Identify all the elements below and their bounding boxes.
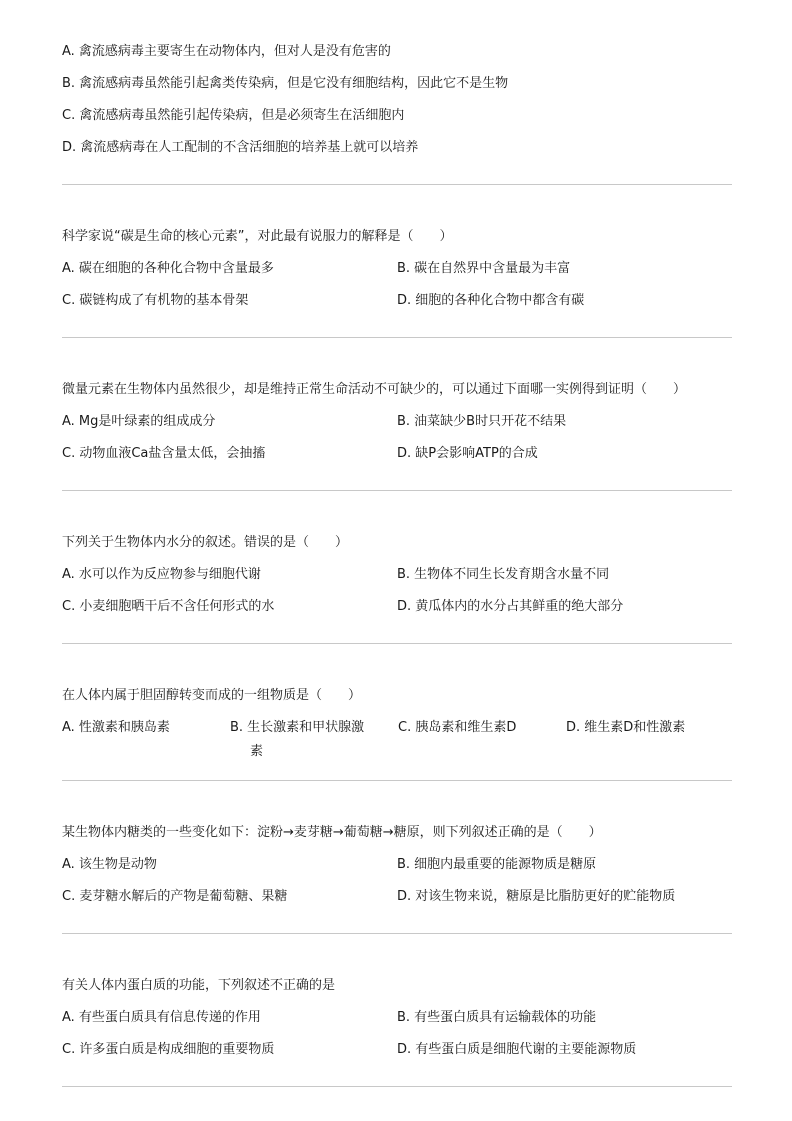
question-7: [62, 974, 732, 1070]
q3-stem: 微量元素在生物体内虽然很少，却是维持正常生命活动不可缺少的，可以通过下面哪一实例得到证明（ ）: [62, 382, 687, 397]
q7-stem: 有关人体内蛋白质的功能，下列叙述不正确的是: [62, 978, 336, 993]
q1-option-c: C. 禽流感病毒虽然能引起传染病，但是必须寄生在活细胞内: [62, 108, 405, 123]
question-6: [62, 821, 732, 917]
q3-option-a: A. Mg是叶绿素的组成成分: [62, 414, 216, 429]
question-4: [62, 531, 732, 627]
q1-option-d: D. 禽流感病毒在人工配制的不含活细胞的培养基上就可以培养: [62, 140, 419, 155]
q5-option-a: A. 性激素和胰岛素: [62, 720, 170, 735]
q1-option-a: A. 禽流感病毒主要寄生在动物体内，但对人是没有危害的: [62, 44, 391, 59]
q5-option-b: [230, 716, 398, 764]
q4-option-d: D. 黄瓜体内的水分占其鲜重的绝大部分: [397, 599, 624, 614]
q4-stem: 下列关于生物体内水分的叙述。错误的是（ ）: [62, 535, 349, 550]
q6-option-c: C. 麦芽糖水解后的产物是葡萄糖、果糖: [62, 889, 288, 904]
q7-option-c: C. 许多蛋白质是构成细胞的重要物质: [62, 1042, 275, 1057]
q2-option-b: B. 碳在自然界中含量最为丰富: [397, 261, 571, 276]
q2-option-c: C. 碳链构成了有机物的基本骨架: [62, 293, 249, 308]
q2-option-d: D. 细胞的各种化合物中都含有碳: [397, 293, 585, 308]
q6-stem: 某生物体内糖类的一些变化如下：淀粉→麦芽糖→葡萄糖→糖原，则下列叙述正确的是（ ）: [62, 825, 602, 840]
q3-option-d: D. 缺P会影响ATP的合成: [397, 446, 538, 461]
q5-option-c: C. 胰岛素和维生素D: [398, 720, 517, 735]
q2-stem: 科学家说“碳是生命的核心元素”，对此最有说服力的解释是（ ）: [62, 229, 453, 244]
question-page: [62, 40, 732, 1087]
q5-option-b-text: B. 生长激素和甲状腺激: [230, 720, 365, 735]
q6-option-b: B. 细胞内最重要的能源物质是糖原: [397, 857, 597, 872]
question-1: [62, 40, 732, 168]
q4-option-c: C. 小麦细胞晒干后不含任何形式的水: [62, 599, 275, 614]
q3-option-b: B. 油菜缺少B时只开花不结果: [397, 414, 567, 429]
q7-option-a: A. 有些蛋白质具有信息传递的作用: [62, 1010, 261, 1025]
q4-option-a: A. 水可以作为反应物参与细胞代谢: [62, 567, 261, 582]
q1-option-b: B. 禽流感病毒虽然能引起禽类传染病，但是它没有细胞结构，因此它不是生物: [62, 76, 509, 91]
question-5: [62, 684, 732, 780]
question-2: [62, 225, 732, 321]
q5-stem: 在人体内属于胆固醇转变而成的一组物质是（ ）: [62, 688, 362, 703]
q4-option-b: B. 生物体不同生长发育期含水量不同: [397, 567, 610, 582]
divider: [62, 1086, 732, 1087]
question-3: [62, 378, 732, 474]
q7-option-d: D. 有些蛋白质是细胞代谢的主要能源物质: [397, 1042, 637, 1057]
q3-option-c: C. 动物血液Ca盐含量太低，会抽搐: [62, 446, 266, 461]
q5-option-d: D. 维生素D和性激素: [566, 720, 686, 735]
q6-option-a: A. 该生物是动物: [62, 857, 157, 872]
q7-option-b: B. 有些蛋白质具有运输载体的功能: [397, 1010, 597, 1025]
q6-option-d: D. 对该生物来说，糖原是比脂肪更好的贮能物质: [397, 889, 676, 904]
q2-option-a: A. 碳在细胞的各种化合物中含量最多: [62, 261, 274, 276]
q5-option-b-wrap: 素: [250, 744, 264, 759]
